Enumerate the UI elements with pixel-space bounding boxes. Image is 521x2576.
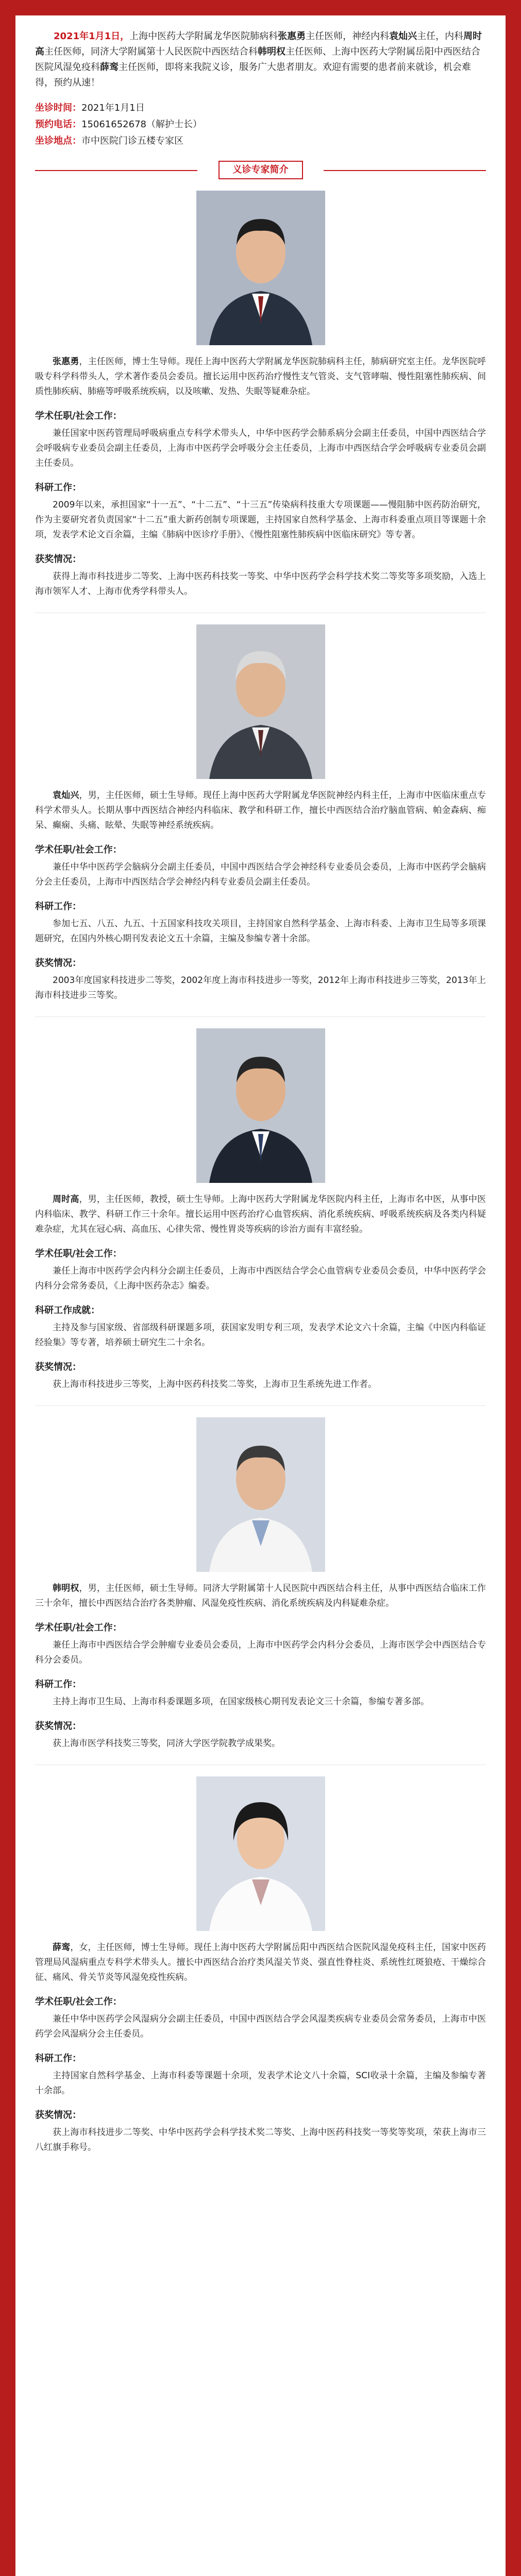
intro-text: 主任医师，即将来我院义诊，服务广大患者朋友。欢迎有需要的患者前来就诊，机会难得，预约从速！: [35, 62, 471, 88]
expert-heading: 获奖情况：: [35, 1721, 81, 1732]
intro-person: 薛鸾: [100, 62, 119, 73]
article-page: [15, 15, 506, 2576]
expert-heading: 获奖情况：: [35, 1362, 81, 1372]
expert-card: [35, 1417, 486, 1765]
expert-paragraph: 兼任上海市中西医结合学会肿瘤专业委员会委员，上海市中医药学会内科分会委员，上海市医学会中西医结合专科分会委员。: [35, 1640, 486, 1665]
expert-heading: 科研工作：: [35, 2053, 81, 2064]
expert-bio-text: ，女，主任医师，博士生导师。现任上海中医药大学附属岳阳中西医结合医院风湿免疫科主任，国家中医药管理局风湿病重点专科学术带头人。擅长中西医结合治疗类风湿关节炎、强直性脊柱炎、系统性红斑狼疮、干燥综合征、痛风、骨关节炎等风湿免疫性疾病。: [35, 1942, 486, 1982]
expert-name: 张惠勇: [53, 357, 79, 367]
expert-card: [35, 1776, 486, 2168]
expert-paragraph: 2009年以来，承担国家“十一五”、“十二五”、“十三五”传染病科技重大专项课题——慢阻肺中医药防治研究，作为主要研究者负责国家“十二五”重大新药创制专项课题，主持国家自然科学基金、上海市科委重点项目等课题十余项，发表学术论文百余篇，主编《肺病中医诊疗手册》、《慢性阻塞性肺疾病中医临床研究》等专著。: [35, 500, 486, 540]
expert-heading: 学术任职/社会工作：: [35, 1996, 122, 2007]
intro-text: 主任医师，神经内科: [306, 31, 390, 42]
expert-paragraph: 兼任国家中医药管理局呼吸病重点专科学术带头人，中华中医药学会肺系病分会副主任委员，中国中西医结合学会呼吸病专业委员会副主任委员，上海市中医药学会呼吸分会主任委员，上海市中西医结合学会呼吸病专业委员会副主任委员。: [35, 428, 486, 468]
intro-section: [35, 15, 486, 91]
clinic-phone-label: 预约电话：: [35, 119, 81, 130]
expert-paragraph: 获上海市科技进步二等奖、中华中医药学会科学技术奖二等奖、上海中医药科技奖一等奖等奖项，荣获上海市三八红旗手称号。: [35, 2127, 486, 2153]
portrait-icon: [196, 624, 325, 779]
intro-date: 2021年1月1日，: [54, 31, 130, 42]
expert-bio: [35, 1940, 486, 1985]
expert-paragraph: 获上海市医学科技奖三等奖，同济大学医学院教学成果奖。: [53, 1738, 280, 1749]
clinic-address-row: [35, 133, 486, 149]
expert-name: 薛鸾: [53, 1942, 71, 1953]
expert-heading: 学术任职/社会工作：: [35, 411, 122, 421]
intro-text: 上海中医药大学附属龙华医院肺病科: [129, 31, 278, 42]
section-title: 义诊专家简介: [219, 161, 303, 179]
expert-paragraph: 获上海市科技进步三等奖，上海中医药科技奖二等奖，上海市卫生系统先进工作者。: [53, 1379, 377, 1389]
expert-photo: [196, 624, 325, 779]
expert-bio: [35, 1192, 486, 1237]
expert-bio: [35, 354, 486, 399]
expert-heading: 学术任职/社会工作：: [35, 1622, 122, 1633]
expert-paragraph: 参加七五、八五、九五、十五国家科技攻关项目，主持国家自然科学基金、上海市科委、上海市卫生局等多项课题研究，在国内外核心期刊发表论文五十余篇，主编及参编专著十余部。: [35, 919, 486, 944]
intro-text: 主任医师、上海中医药大学附属岳阳中西医结合医院风湿免疫科: [35, 46, 480, 73]
clinic-phone-value[interactable]: 15061652678（解护士长）: [81, 119, 202, 130]
expert-card: [35, 624, 486, 1017]
intro-person: 韩明权: [258, 46, 285, 57]
expert-paragraph: 兼任中华中医药学会脑病分会副主任委员，中国中西医结合学会神经科专业委员会委员，上海市中医药学会脑病分会主任委员，上海市中西医结合学会神经内科专业委员会副主任委员。: [35, 862, 486, 887]
expert-paragraph: 兼任上海市中医药学会内科分会副主任委员，上海市中西医结合学会心血管病专业委员会委员，中华中医药学会内科分会常务委员，《上海中医药杂志》编委。: [35, 1266, 486, 1291]
intro-text: 主任医师，同济大学附属第十人民医院中西医结合科: [44, 46, 258, 57]
section-header: [35, 161, 486, 179]
expert-heading: 科研工作：: [35, 901, 81, 912]
expert-bio-text: ，男，主任医师，教授，硕士生导师。上海中医药大学附属龙华医院内科主任，上海市名中医，从事中医内科临床、教学、科研工作三十余年。擅长运用中医药治疗心血管疾病、消化系统疾病、呼吸系统疾病及各类内科疑难杂症，尤其在冠心病、高血压、心律失常、慢性胃炎等疾病的诊治方面有丰富经验。: [35, 1194, 486, 1234]
expert-bio: [35, 788, 486, 833]
expert-heading: 获奖情况：: [35, 958, 81, 969]
clinic-info: [35, 100, 486, 149]
expert-heading: 获奖情况：: [35, 554, 81, 565]
intro-paragraph: [35, 29, 486, 91]
intro-person: 周时高: [35, 31, 482, 57]
expert-heading: 学术任职/社会工作：: [35, 844, 122, 855]
clinic-phone-row: [35, 116, 486, 133]
expert-photo: [196, 1417, 325, 1572]
expert-card: [35, 1028, 486, 1406]
expert-photo: [196, 1028, 325, 1183]
expert-paragraph: 主持国家自然科学基金、上海市科委等课题十余项，发表学术论文八十余篇，SCI收录十余篇，主编及参编专著十余部。: [35, 2071, 486, 2096]
portrait-icon: [196, 1776, 325, 1931]
expert-paragraph: 获得上海市科技进步二等奖、上海中医药科技奖一等奖、中华中医药学会科学技术奖二等奖等多项奖励，入选上海市领军人才、上海市优秀学科带头人。: [35, 571, 486, 597]
expert-bio-text: ，男，主任医师，硕士生导师。同济大学附属第十人民医院中西医结合科主任，从事中西医结合临床工作三十余年，擅长中西医结合治疗各类肿瘤、风湿免疫性疾病、消化系统疾病及内科疑难杂症。: [35, 1583, 486, 1608]
portrait-icon: [196, 191, 325, 345]
expert-name: 袁灿兴: [53, 790, 79, 801]
clinic-date-label: 坐诊时间：: [35, 103, 81, 113]
expert-heading: 获奖情况：: [35, 2110, 81, 2121]
clinic-address-value: 市中医院门诊五楼专家区: [81, 135, 183, 146]
expert-bio: [35, 1581, 486, 1611]
expert-photo: [196, 1776, 325, 1931]
expert-heading: 学术任职/社会工作：: [35, 1248, 122, 1259]
expert-paragraph: 主持及参与国家级、省部级科研课题多项，获国家发明专利三项，发表学术论文六十余篇，主编《中医内科临证经验集》等专著，培养硕士研究生二十余名。: [35, 1323, 486, 1348]
expert-name: 韩明权: [53, 1583, 79, 1594]
clinic-address-label: 坐诊地点：: [35, 135, 81, 146]
portrait-icon: [196, 1028, 325, 1183]
expert-photo: [196, 191, 325, 345]
expert-paragraph: 主持上海市卫生局、上海市科委课题多项，在国家级核心期刊发表论文三十余篇，参编专著多部。: [53, 1697, 429, 1707]
clinic-date-row: [35, 100, 486, 116]
portrait-icon: [196, 1417, 325, 1572]
intro-person: 袁灿兴: [389, 31, 417, 42]
expert-bio-text: ，主任医师，博士生导师。现任上海中医药大学附属龙华医院肺病科主任，肺病研究室主任。龙华医院呼吸专科学科带头人，学术著作委员会委员。擅长运用中医药治疗慢性支气管炎、支气管哮喘、慢性阻塞性肺疾病、间质性肺疾病、肺癌等呼吸系统疾病，以及咳嗽、发热、失眠等疑难杂症。: [35, 357, 486, 397]
expert-card: [35, 191, 486, 613]
clinic-date-value: 2021年1月1日: [81, 103, 145, 113]
intro-person: 张惠勇: [278, 31, 306, 42]
expert-heading: 科研工作：: [35, 482, 81, 493]
intro-text: 主任，内科: [417, 31, 464, 42]
expert-heading: 科研工作：: [35, 1679, 81, 1690]
expert-name: 周时高: [53, 1194, 79, 1205]
expert-heading: 科研工作成就：: [35, 1305, 100, 1316]
expert-paragraph: 兼任中华中医药学会风湿病分会副主任委员，中国中西医结合学会风湿类疾病专业委员会常务委员，上海市中医药学会风湿病分会主任委员。: [35, 2014, 486, 2039]
expert-bio-text: ，男，主任医师，硕士生导师。现任上海中医药大学附属龙华医院神经内科主任，上海市中医临床重点专科学术带头人。长期从事中西医结合神经内科临床、教学和科研工作，擅长中西医结合治疗脑血管病、帕金森病、痴呆、癫痫、头痛、眩晕、失眠等神经系统疾病。: [35, 790, 486, 831]
expert-paragraph: 2003年度国家科技进步二等奖，2002年度上海市科技进步一等奖，2012年上海市科技进步三等奖，2013年上海市科技进步三等奖。: [35, 975, 486, 1001]
